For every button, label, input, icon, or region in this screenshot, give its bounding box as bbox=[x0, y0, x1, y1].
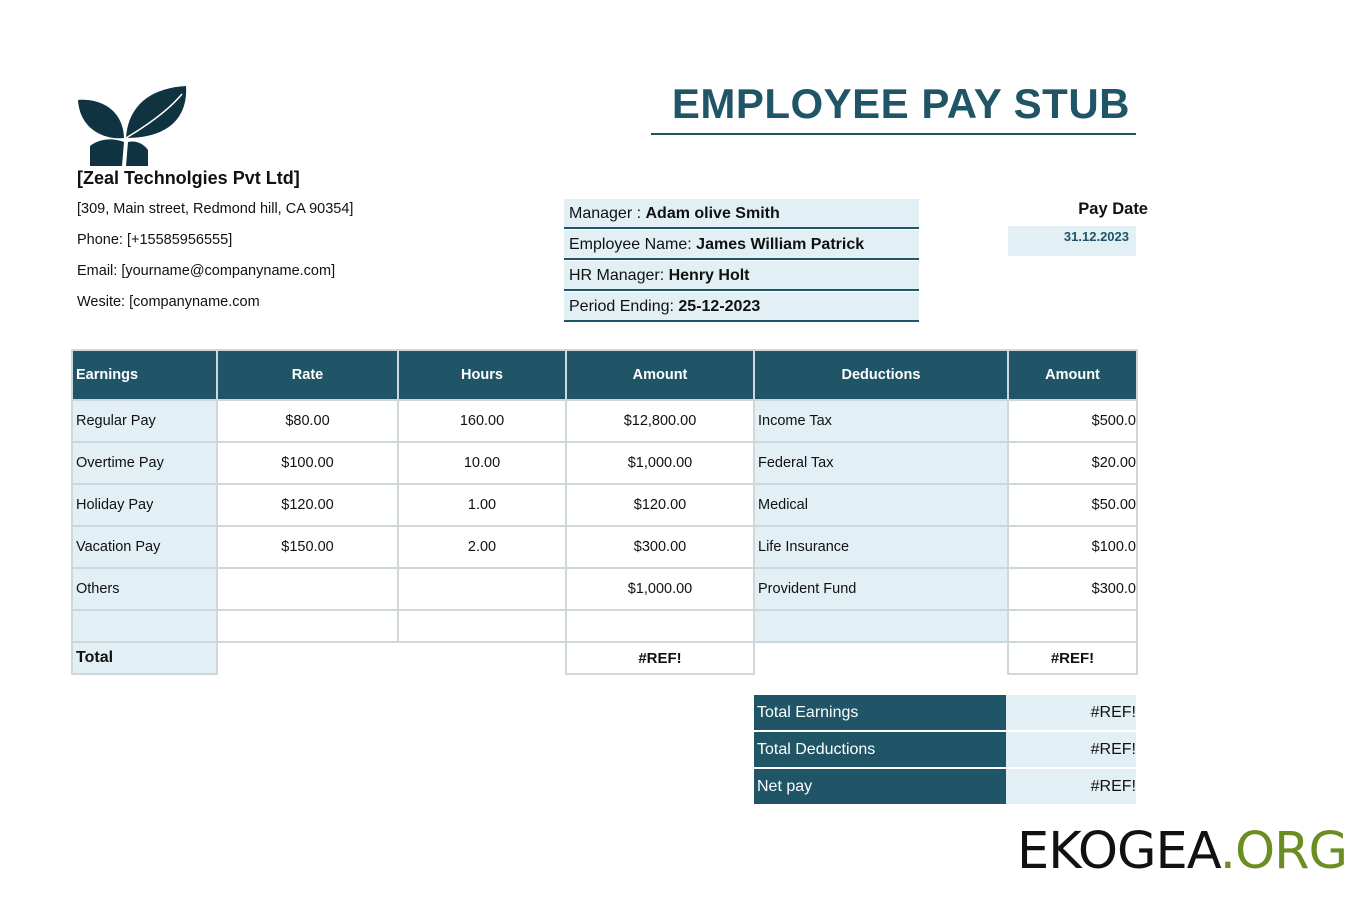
company-logo-icon bbox=[78, 86, 188, 166]
table-row-blank bbox=[72, 610, 1137, 642]
earning-rate: $120.00 bbox=[217, 484, 398, 526]
hr-manager-row bbox=[564, 261, 919, 291]
manager-value: Adam olive Smith bbox=[645, 205, 780, 222]
summary-net-pay-label: Net pay bbox=[754, 769, 1006, 804]
header-deductions: Deductions bbox=[754, 350, 1008, 400]
deduction-amount: $50.00 bbox=[1008, 484, 1137, 526]
earnings-deductions-table bbox=[71, 349, 1138, 675]
deduction-name: Federal Tax bbox=[754, 442, 1008, 484]
pay-date-value: 31.12.2023 bbox=[1008, 226, 1136, 256]
earning-hours: 1.00 bbox=[398, 484, 566, 526]
blank-cell bbox=[398, 610, 566, 642]
deduction-name: Income Tax bbox=[754, 400, 1008, 442]
empty-cell bbox=[217, 642, 398, 674]
table-row bbox=[72, 400, 1137, 442]
table-row bbox=[72, 526, 1137, 568]
employee-info-box bbox=[564, 199, 919, 322]
total-earnings-amount: #REF! bbox=[566, 642, 754, 674]
header-hours: Hours bbox=[398, 350, 566, 400]
empty-cell bbox=[754, 642, 1008, 674]
earning-rate: $150.00 bbox=[217, 526, 398, 568]
header-earnings: Earnings bbox=[72, 350, 217, 400]
watermark bbox=[1017, 822, 1347, 881]
company-phone: Phone: [+15585956555] bbox=[77, 232, 233, 248]
blank-cell bbox=[72, 610, 217, 642]
header-rate: Rate bbox=[217, 350, 398, 400]
earning-name: Others bbox=[72, 568, 217, 610]
employee-row bbox=[564, 230, 919, 260]
earning-amount: $1,000.00 bbox=[566, 568, 754, 610]
manager-label: Manager : bbox=[569, 205, 646, 222]
table-row bbox=[72, 442, 1137, 484]
page-title: EMPLOYEE PAY STUB bbox=[671, 80, 1130, 127]
summary-net-pay-row bbox=[754, 769, 1136, 804]
watermark-main: EKOGEA bbox=[1017, 822, 1220, 881]
company-address: [309, Main street, Redmond hill, CA 90354] bbox=[77, 201, 354, 217]
hr-manager-value: Henry Holt bbox=[668, 267, 750, 284]
table-total-row bbox=[72, 642, 1137, 674]
summary-total-earnings-value: #REF! bbox=[1006, 695, 1136, 730]
header-deduction-amount: Amount bbox=[1008, 350, 1137, 400]
deduction-name: Provident Fund bbox=[754, 568, 1008, 610]
title-underline bbox=[651, 133, 1136, 135]
hr-manager-label: HR Manager: bbox=[569, 267, 669, 284]
summary-total-deductions-row bbox=[754, 732, 1136, 767]
earning-hours: 160.00 bbox=[398, 400, 566, 442]
summary-total-earnings-row bbox=[754, 695, 1136, 730]
manager-row bbox=[564, 199, 919, 229]
earning-rate bbox=[217, 568, 398, 610]
period-ending-value: 25-12-2023 bbox=[678, 298, 761, 315]
earning-name: Vacation Pay bbox=[72, 526, 217, 568]
table-header-row bbox=[72, 350, 1137, 400]
deduction-amount: $100.0 bbox=[1008, 526, 1137, 568]
table-row bbox=[72, 484, 1137, 526]
summary-total-deductions-value: #REF! bbox=[1006, 732, 1136, 767]
total-deductions-amount: #REF! bbox=[1008, 642, 1137, 674]
summary-total-deductions-label: Total Deductions bbox=[754, 732, 1006, 767]
summary-total-earnings-label: Total Earnings bbox=[754, 695, 1006, 730]
company-name: [Zeal Technolgies Pvt Ltd] bbox=[77, 168, 300, 188]
deduction-name: Life Insurance bbox=[754, 526, 1008, 568]
empty-cell bbox=[398, 642, 566, 674]
pay-date-label: Pay Date bbox=[1078, 200, 1148, 218]
company-website: Wesite: [companyname.com bbox=[77, 294, 260, 310]
earning-amount: $1,000.00 bbox=[566, 442, 754, 484]
blank-cell bbox=[754, 610, 1008, 642]
earning-amount: $12,800.00 bbox=[566, 400, 754, 442]
earning-hours: 10.00 bbox=[398, 442, 566, 484]
earning-amount: $300.00 bbox=[566, 526, 754, 568]
earning-name: Regular Pay bbox=[72, 400, 217, 442]
deduction-name: Medical bbox=[754, 484, 1008, 526]
period-ending-row bbox=[564, 292, 919, 322]
employee-label: Employee Name: bbox=[569, 236, 697, 253]
blank-cell bbox=[217, 610, 398, 642]
blank-cell bbox=[1008, 610, 1137, 642]
earning-rate: $80.00 bbox=[217, 400, 398, 442]
header-amount: Amount bbox=[566, 350, 754, 400]
earning-amount: $120.00 bbox=[566, 484, 754, 526]
deduction-amount: $300.0 bbox=[1008, 568, 1137, 610]
summary-net-pay-value: #REF! bbox=[1006, 769, 1136, 804]
earning-name: Holiday Pay bbox=[72, 484, 217, 526]
earning-hours: 2.00 bbox=[398, 526, 566, 568]
period-ending-label: Period Ending: bbox=[569, 298, 679, 315]
table-row bbox=[72, 568, 1137, 610]
total-label: Total bbox=[72, 642, 217, 674]
blank-cell bbox=[566, 610, 754, 642]
employee-value: James William Patrick bbox=[696, 236, 865, 253]
earning-rate: $100.00 bbox=[217, 442, 398, 484]
pay-summary bbox=[754, 695, 1136, 806]
earning-hours bbox=[398, 568, 566, 610]
earning-name: Overtime Pay bbox=[72, 442, 217, 484]
watermark-accent: .ORG bbox=[1219, 822, 1347, 881]
deduction-amount: $20.00 bbox=[1008, 442, 1137, 484]
deduction-amount: $500.0 bbox=[1008, 400, 1137, 442]
company-email: Email: [yourname@companyname.com] bbox=[77, 263, 336, 279]
